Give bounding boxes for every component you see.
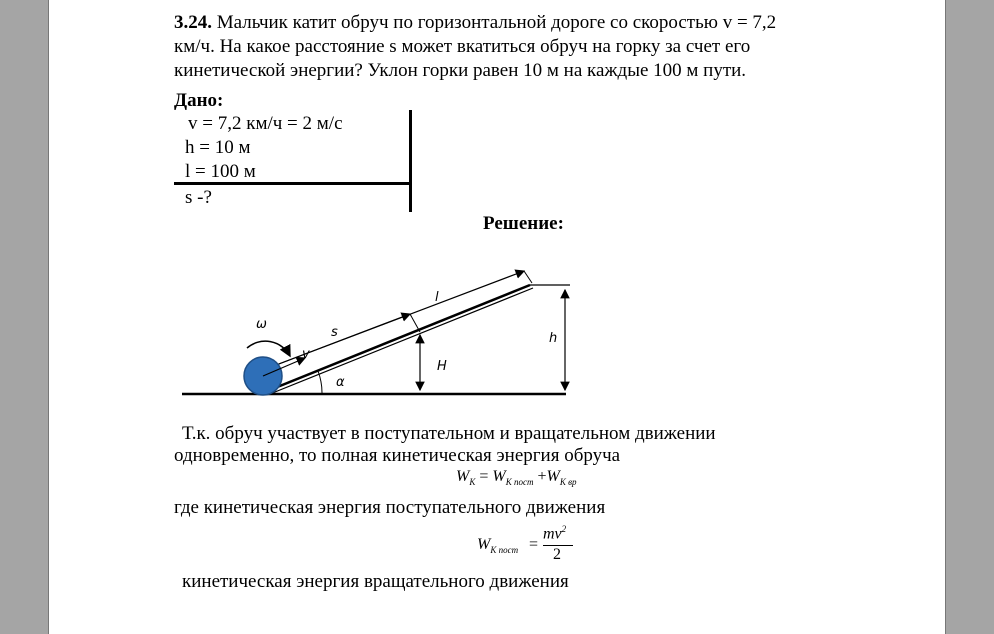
- given-height: h = 10 м: [185, 137, 251, 158]
- given-find: s -?: [185, 187, 212, 208]
- given-velocity: v = 7,2 км/ч = 2 м/с: [188, 113, 343, 134]
- omega-label: ω: [256, 317, 267, 332]
- problem-line-1: Мальчик катит обруч по горизонтальной дороге со скоростью v = 7,2: [216, 12, 777, 33]
- problem-number: 3.24.: [174, 12, 212, 33]
- solution-title: Решение:: [483, 213, 564, 234]
- omega-arrow: [247, 341, 290, 356]
- H-label: H: [437, 359, 447, 374]
- paragraph-3: кинетическая энергия вращательного движения: [182, 571, 569, 592]
- problem-line-2: км/ч. На какое расстояние s может вкатиться обруч на горку за счет его: [174, 36, 751, 57]
- formula-total-energy: $W_K = W_{K пост} +W_{K вр}$: [456, 468, 577, 488]
- incline-surface-inner: [270, 288, 533, 394]
- s-label: s: [331, 325, 338, 340]
- l-label: l: [435, 290, 439, 305]
- paragraph-1-line-1: Т.к. обруч участвует в поступательном и вращательном движении: [182, 423, 716, 444]
- v-label: v: [302, 347, 310, 362]
- given-title: Дано:: [174, 90, 224, 111]
- paragraph-2: где кинетическая энергия поступательного движения: [174, 497, 606, 518]
- alpha-label: α: [336, 375, 345, 390]
- incline-surface: [260, 285, 530, 394]
- paragraph-1-line-2: одновременно, то полная кинетическая энергия обруча: [174, 445, 621, 466]
- problem-line-3: кинетической энергии? Уклон горки равен 10 м на каждые 100 м пути.: [174, 60, 747, 81]
- l-arrow-tick: [524, 271, 532, 283]
- h-label: h: [549, 331, 558, 346]
- s-arrow-tick: [410, 314, 420, 332]
- given-length: l = 100 м: [185, 161, 256, 182]
